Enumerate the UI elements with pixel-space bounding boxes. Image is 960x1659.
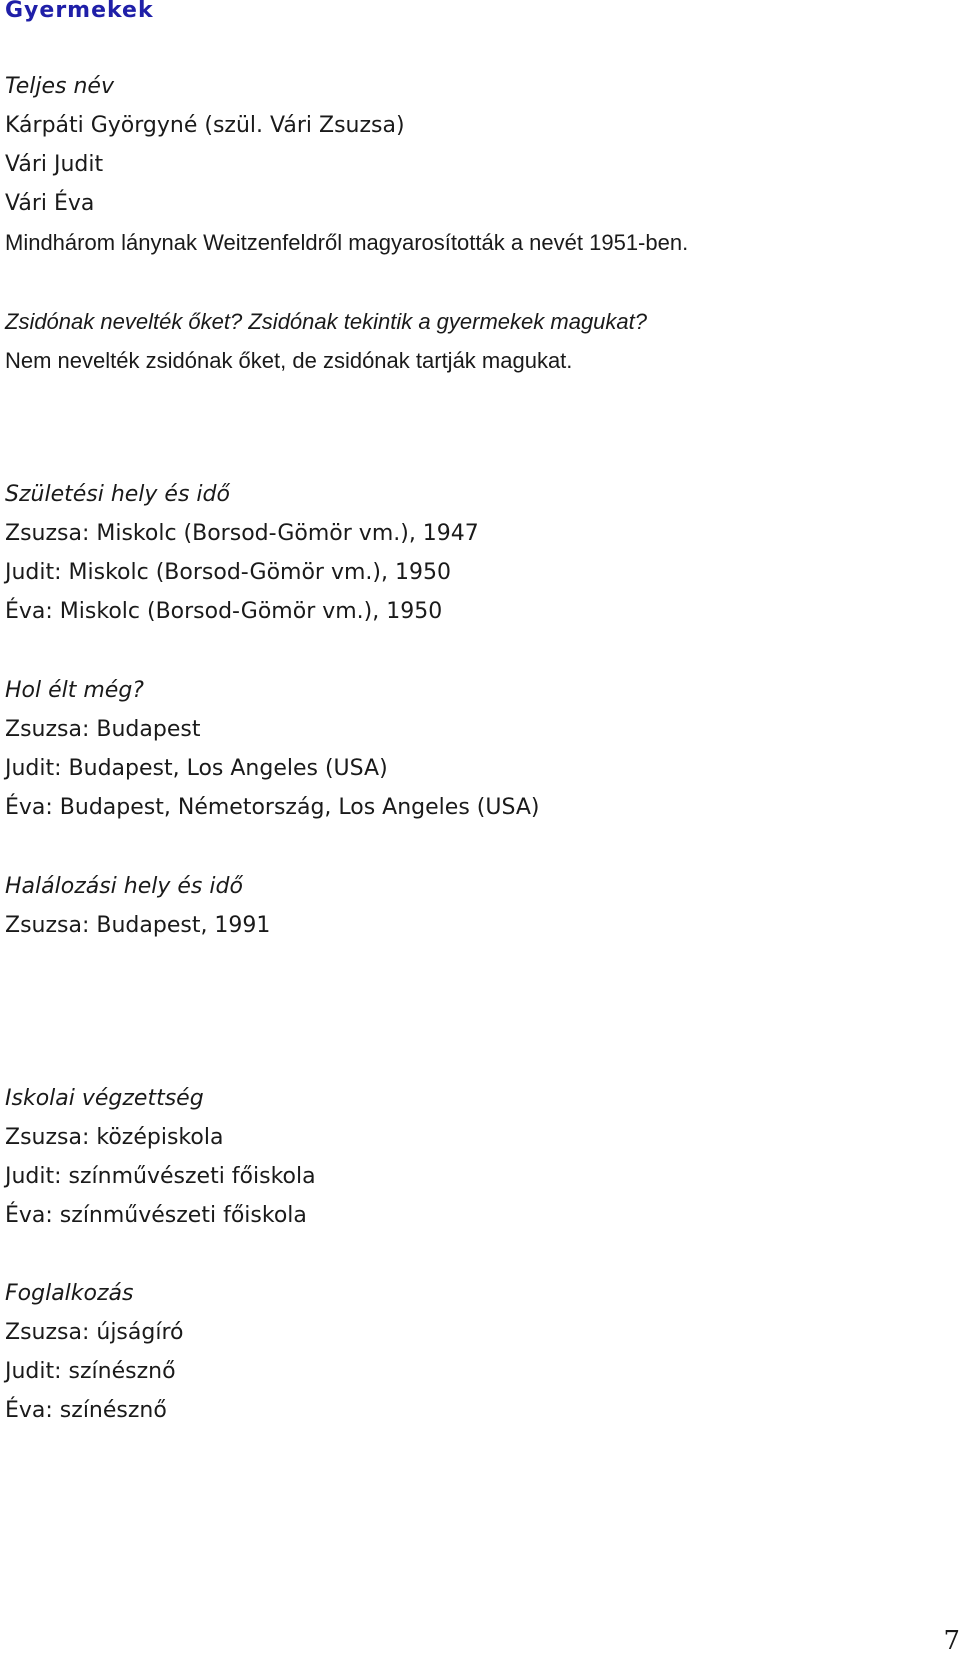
jewish-question: Zsidónak nevelték őket? Zsidónak tekintik a gyermekek magukat? xyxy=(5,309,647,334)
occupation-label: Foglalkozás xyxy=(5,1281,134,1306)
full-name-line: Kárpáti Györgyné (szül. Vári Zsuzsa) xyxy=(5,113,405,138)
education-label: Iskolai végzettség xyxy=(5,1086,204,1111)
education-line: Judit: színművészeti főiskola xyxy=(5,1164,316,1189)
section-title: Gyermekek xyxy=(5,0,154,23)
birth-line: Éva: Miskolc (Borsod-Gömör vm.), 1950 xyxy=(5,599,443,624)
residence-label: Hol élt még? xyxy=(5,678,144,703)
full-name-line: Vári Éva xyxy=(5,191,95,216)
occupation-line: Zsuzsa: újságíró xyxy=(5,1320,184,1345)
birth-line: Judit: Miskolc (Borsod-Gömör vm.), 1950 xyxy=(5,560,451,585)
full-name-label: Teljes név xyxy=(5,74,114,99)
education-line: Zsuzsa: középiskola xyxy=(5,1125,224,1150)
jewish-answer: Nem nevelték zsidónak őket, de zsidónak tartják magukat. xyxy=(5,348,573,373)
full-name-note: Mindhárom lánynak Weitzenfeldről magyarosították a nevét 1951-ben. xyxy=(5,230,689,255)
occupation-line: Éva: színésznő xyxy=(5,1398,167,1423)
residence-line: Éva: Budapest, Németország, Los Angeles (USA) xyxy=(5,795,540,820)
birth-label: Születési hely és idő xyxy=(5,482,230,507)
death-label: Halálozási hely és idő xyxy=(5,874,243,899)
education-line: Éva: színművészeti főiskola xyxy=(5,1203,307,1228)
full-name-line: Vári Judit xyxy=(5,152,104,177)
page-number: 7 xyxy=(943,1626,960,1656)
residence-line: Judit: Budapest, Los Angeles (USA) xyxy=(5,756,388,781)
occupation-line: Judit: színésznő xyxy=(5,1359,176,1384)
birth-line: Zsuzsa: Miskolc (Borsod-Gömör vm.), 1947 xyxy=(5,521,479,546)
death-line: Zsuzsa: Budapest, 1991 xyxy=(5,913,271,938)
residence-line: Zsuzsa: Budapest xyxy=(5,717,201,742)
